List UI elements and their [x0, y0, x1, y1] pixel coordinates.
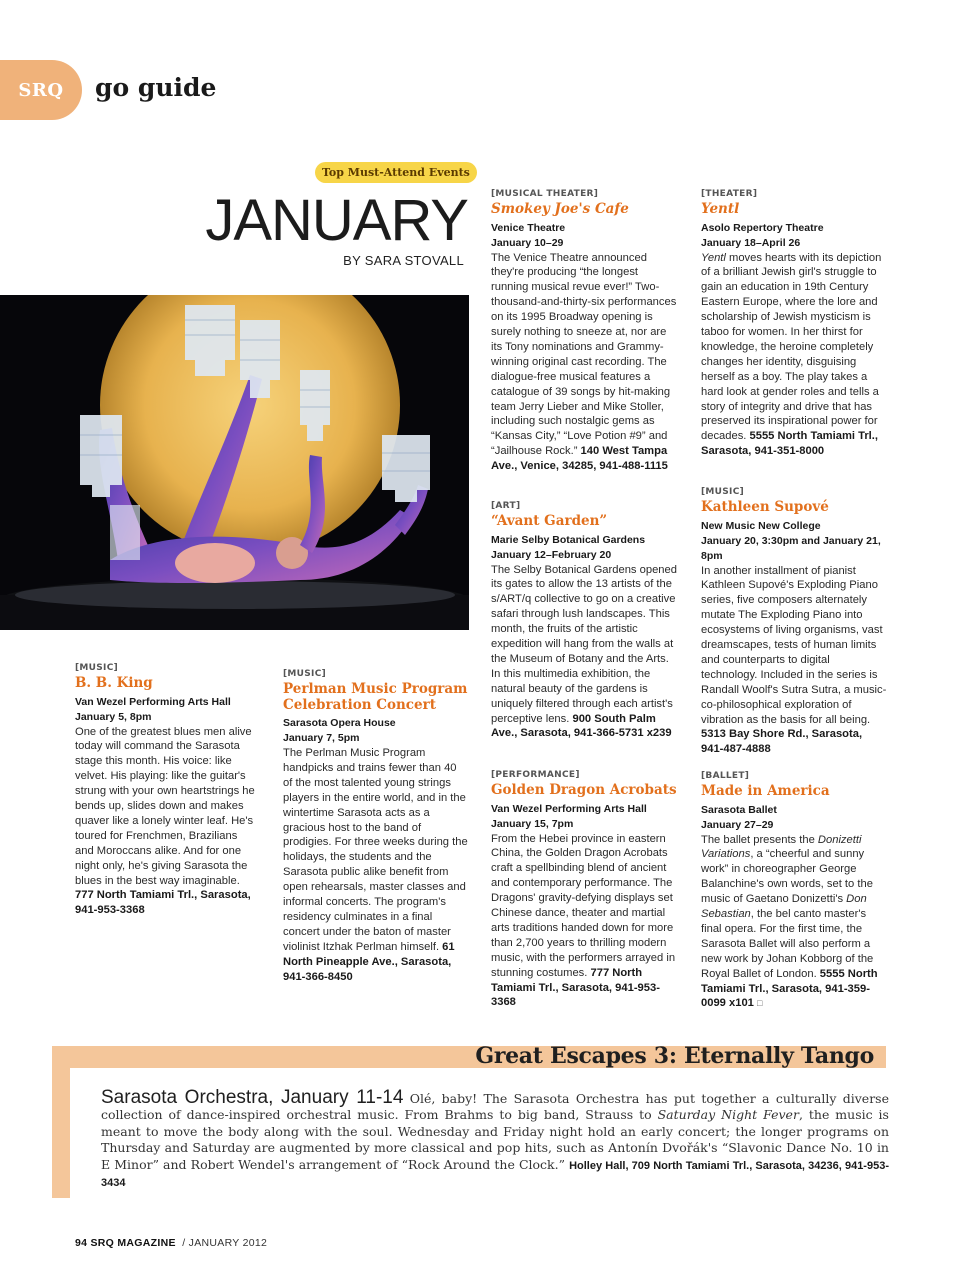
listing-category: [MUSIC]	[75, 663, 119, 673]
listing-made-in-america	[701, 770, 887, 1011]
listing-body: The ballet presents the Donizetti Variations, a “cheerful and sunny work” in choreographer George Balanchine's own words, set to the music of Gaetano Donizetti's Don Sebastian, the bel canto master's final opera. For the first time, the Sarasota Ballet will also perform a new work by Johan Kobborg of the Royal Ballet of London. 5555 North Tamiami Trl., Sarasota, 941-359-0099 x101 □	[701, 833, 878, 1010]
listing-category: [PERFORMANCE]	[491, 770, 580, 780]
acrobat-illustration	[0, 295, 469, 630]
listing-title: Golden Dragon Acrobats	[491, 782, 677, 798]
listing-golden-dragon	[491, 769, 677, 1010]
listing-address: 5313 Bay Shore Rd., Sarasota, 941-487-4888	[701, 728, 863, 756]
page-footer	[75, 1237, 267, 1249]
listing-title: “Avant Garden”	[491, 513, 608, 529]
listing-kathleen-supove	[701, 486, 887, 757]
great-escapes-heading: Great Escapes 3: Eternally Tango	[475, 1043, 874, 1069]
listing-title: Perlman Music Program Celebration Concert	[283, 681, 468, 713]
listing-address: 61 North Pineapple Ave., Sarasota, 941-366-8450	[283, 940, 455, 983]
great-escapes-body: Sarasota Orchestra, January 11-14 Olé, baby! The Sarasota Orchestra has put together a culturally diverse collection of dance-inspired orchestral music. From Brahms to big band, Strauss to Saturday Night Fever, the music is meant to move the body along with the soul. Wednesday and Friday night hold an early concert; the longer programs on Thursday and Saturday are augmented by more classical and pop hits, such as Antonín Dvořák's “Slavonic Dance No. 10 in E Minor” and Robert Wendel's arrangement of “Rock Around the Clock.” Holley Hall, 709 North Tamiami Trl., Sarasota, 34236, 941-953-3434	[101, 1087, 889, 1190]
listing-venue: Marie Selby Botanical Gardens	[491, 533, 646, 546]
great-escapes-address: Holley Hall, 709 North Tamiami Trl., Sarasota, 34236, 941-953-3434	[101, 1159, 889, 1190]
listing-venue: Sarasota Ballet	[701, 803, 777, 816]
listing-address: 900 South Palm Ave., Sarasota, 941-366-5731 x239	[491, 712, 672, 740]
listing-date: January 27–29	[701, 818, 774, 831]
listing-venue: Venice Theatre	[491, 221, 566, 234]
listing-category: [BALLET]	[701, 771, 750, 781]
section-title: go guide	[95, 73, 217, 102]
listing-date: January 10–29	[491, 236, 564, 249]
listing-title: B. B. King	[75, 675, 153, 691]
listing-smokey-joes	[491, 188, 677, 474]
listing-body: Yentl moves hearts with its depiction of a brilliant Jewish girl's struggle to gain an education in 19th Century Eastern Europe, where the lore and scholarship of Jewish mysticism is taboo for women. In her thirst for knowledge, the heroine completely changes her identity, disguising herself as a boy. The play takes a hard look at gender roles and tells a story of integrity and drive that has preserved its inspirational power for decades. 5555 North Tamiami Trl., Sarasota, 941-351-8000	[701, 251, 882, 458]
listing-body: The Venice Theatre announced they're producing “the longest running musical revue ever!” Two-thousand-and-thirty-six performances on its 1995 Broadway opening is surely nothing to sneeze at, nor are its Tony nominations and Grammy-winning original cast recording. The dialogue-free musical features a catalogue of 39 songs by hit-making team Jerry Lieber and Mike Stoller, including such nostalgic gems as “Kansas City,” “Love Potion #9” and “Jailhouse Rock.” 140 West Tampa Ave., Venice, 34285, 941-488-1115	[491, 251, 677, 473]
listing-date: January 5, 8pm	[75, 710, 152, 723]
acrobat-photo	[0, 295, 469, 630]
byline: BY SARA STOVALL	[343, 253, 464, 268]
listing-date: January 12–February 20	[491, 548, 612, 561]
issue-date: / JANUARY 2012	[182, 1237, 268, 1249]
month-title: JANUARY	[205, 188, 468, 253]
listing-category: [MUSICAL THEATER]	[491, 189, 599, 199]
end-mark-icon: □	[757, 998, 763, 1009]
listing-category: [THEATER]	[701, 189, 758, 199]
listing-date: January 15, 7pm	[491, 817, 574, 830]
brand-logo: SRQ	[18, 79, 64, 101]
listing-title: Yentl	[701, 201, 740, 217]
listing-body: The Selby Botanical Gardens opened its gates to allow the 13 artists of the s/ART/q collective to go on a creative safari through lush landscapes. This month, the fruits of the artistic expedition will hang from the walls at the Museum of Botany and the Arts. In this multimedia exhibition, the natural beauty of the gardens is uniquely filtered through each artist's perceptive lens. 900 South Palm Ave., Sarasota, 941-366-5731 x239	[491, 563, 677, 740]
listing-date: January 7, 5pm	[283, 732, 360, 744]
listing-category: [MUSIC]	[701, 487, 745, 497]
listing-address: 777 North Tamiami Trl., Sarasota, 941-953-3368	[491, 966, 660, 1009]
listing-title: Kathleen Supové	[701, 499, 829, 515]
listing-perlman	[283, 668, 468, 985]
listing-venue: Van Wezel Performing Arts Hall	[491, 802, 647, 815]
great-escapes-lead: Sarasota Orchestra, January 11-14	[101, 1087, 404, 1108]
top-events-badge: Top Must-Attend Events	[315, 162, 477, 183]
listing-venue: Asolo Repertory Theatre	[701, 221, 824, 234]
listing-avant-garden	[491, 500, 677, 741]
listing-address: 5555 North Tamiami Trl., Sarasota, 941-359-0099 x101	[701, 967, 878, 1010]
listing-address: 777 North Tamiami Trl., Sarasota, 941-953-3368	[75, 889, 251, 917]
listing-body: One of the greatest blues men alive today will command the Sarasota stage this month. His voice: like velvet. His playing: like the guitar's strung with your own heartstrings he bends up, slides down and makes quaver like a lonely winter leaf. He's toured for Frenchmen, Brazilians and Moroccans alike. And for one night only, he's giving Sarasota the blues in the best way imaginable. 777 North Tamiami Trl., Sarasota, 941-953-3368	[75, 725, 255, 917]
great-escapes-rule	[52, 1046, 70, 1198]
listing-body: In another installment of pianist Kathleen Supové's Exploding Piano series, five composers alternately mutate The Exploding Piano into ecosystems of living organisms, vast dreamscapes, tests of human limits and counterparts to digital technology. Included in the series is Randall Woolf's Sutra Sutra, a music-co-philosophical exploration of vibration as the basis for all being. 5313 Bay Shore Rd., Sarasota, 941-487-4888	[701, 564, 887, 756]
listing-yentl	[701, 188, 887, 459]
page-number: 94	[75, 1237, 88, 1249]
listing-category: [ART]	[491, 501, 521, 511]
listing-category: [MUSIC]	[283, 669, 327, 679]
listing-venue: New Music New College	[701, 519, 821, 532]
listing-body: From the Hebei province in eastern China, the Golden Dragon Acrobats craft a spellbinding blend of ancient and contemporary performance. The Dragons' gravity-defying displays set Chinese dance, theater and martial arts traditions handed down for more than 2,700 years to thrilling modern music, with the performers arrayed in stunning costumes. 777 North Tamiami Trl., Sarasota, 941-953-3368	[491, 832, 676, 1009]
listing-address: 5555 North Tamiami Trl., Sarasota, 941-351-8000	[701, 430, 879, 458]
brand-tab	[0, 60, 82, 120]
listing-body: The Perlman Music Program handpicks and trains fewer than 40 of the most talented young strings players in the entire world, and in the wintertime Sarasota acts as a gracious host to the band of prodigies. For three weeks during the holidays, the students and the Sarasota public alike benefit from open rehearsals, master classes and informal concerts. The program's residency culminates in a final concert under the baton of master violinist Itzhak Perlman himself. 61 North Pineapple Ave., Sarasota, 941-366-8450	[283, 747, 468, 983]
listing-date: January 20, 3:30pm and January 21, 8pm	[701, 534, 881, 562]
listing-bb-king	[75, 662, 255, 918]
listing-title: Made in America	[701, 783, 830, 799]
listing-venue: Van Wezel Performing Arts Hall	[75, 695, 231, 708]
listing-date: January 18–April 26	[701, 236, 801, 249]
listing-address: 140 West Tampa Ave., Venice, 34285, 941-488-1115	[491, 445, 668, 473]
listing-venue: Sarasota Opera House	[283, 717, 396, 729]
magazine-name: SRQ MAGAZINE	[90, 1237, 176, 1249]
listing-title: Smokey Joe's Cafe	[491, 201, 629, 217]
